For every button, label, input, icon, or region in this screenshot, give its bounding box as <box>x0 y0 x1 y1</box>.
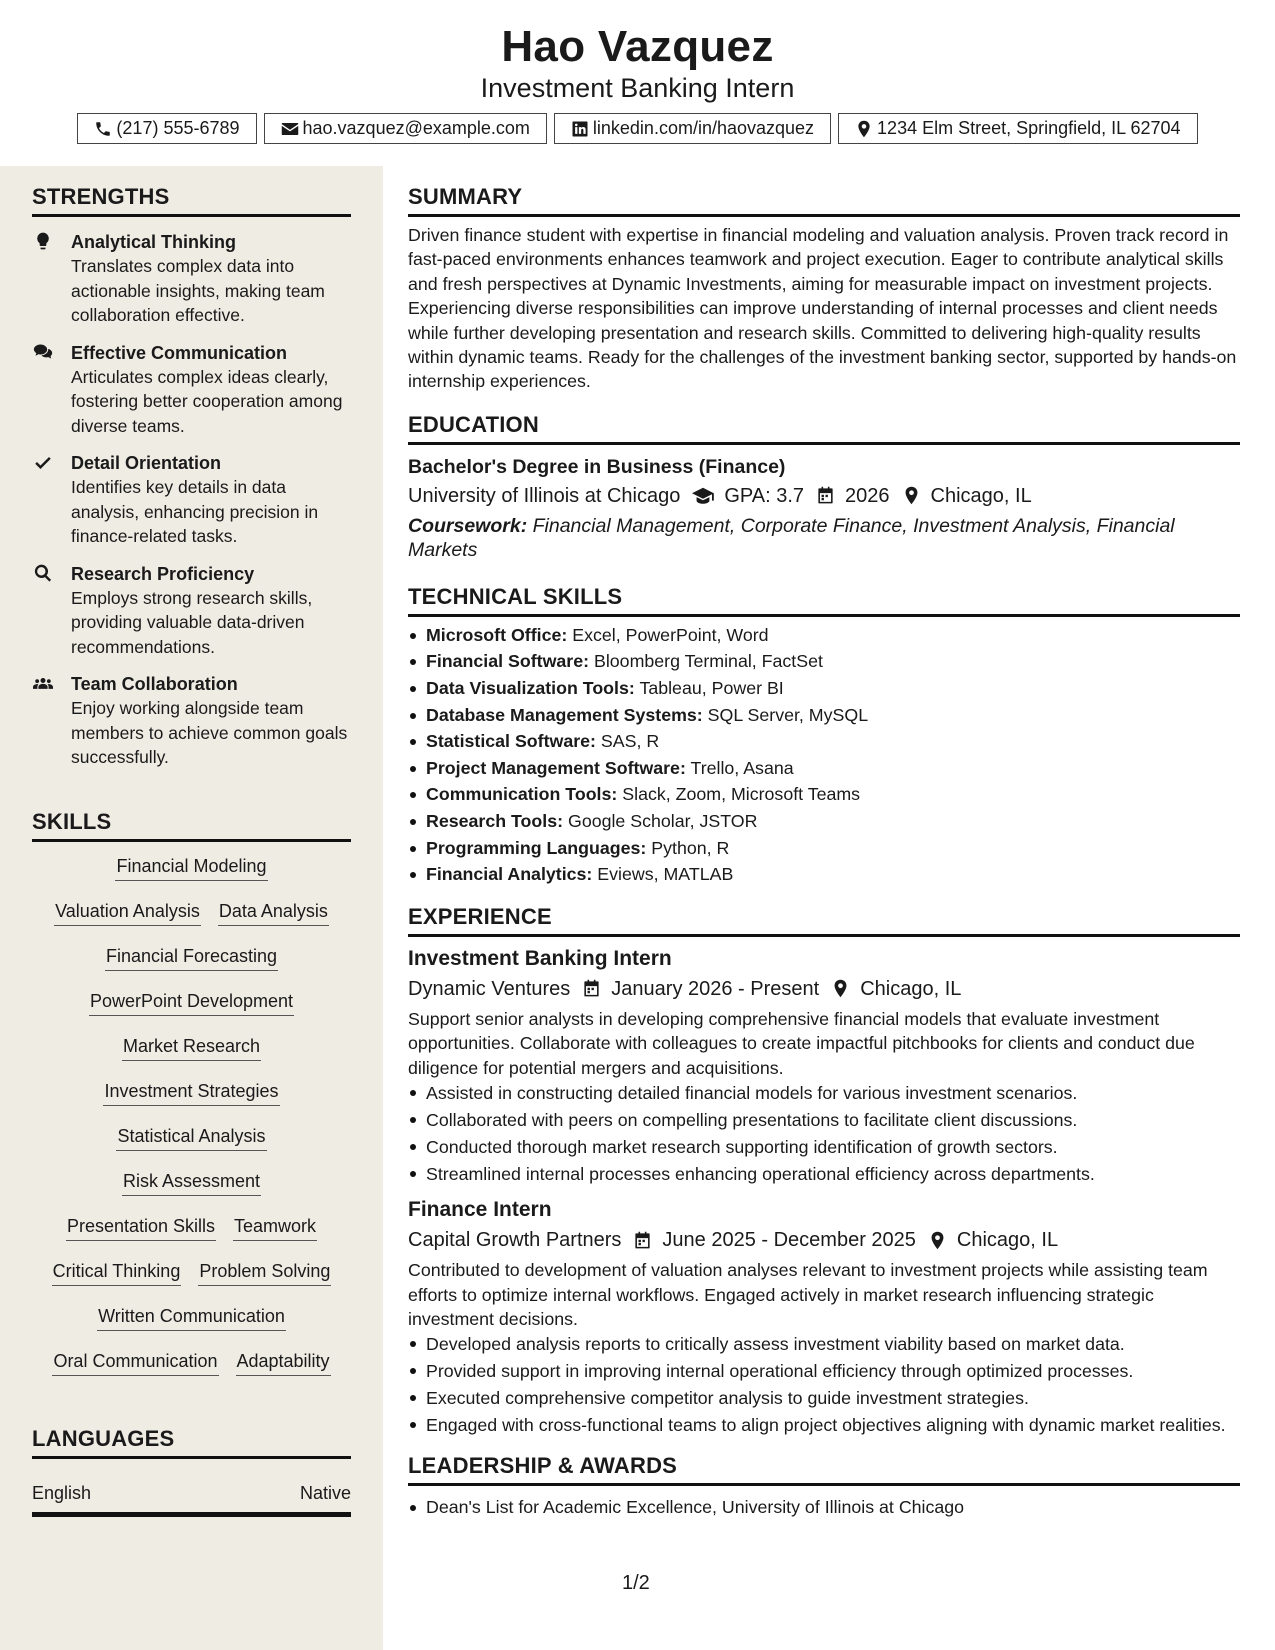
calendar-icon <box>582 979 601 998</box>
skill-row <box>32 987 351 1032</box>
strength-item <box>32 562 351 660</box>
contact-phone-text: (217) 555-6789 <box>116 118 240 138</box>
skill-row <box>32 1122 351 1167</box>
job-dates: January 2026 - Present <box>611 977 820 1000</box>
map-pin-icon <box>902 486 921 505</box>
education-heading: EDUCATION <box>408 412 1240 445</box>
calendar-icon <box>816 486 835 505</box>
skill-tag: Financial Modeling <box>115 852 267 881</box>
job-meta <box>408 1225 1240 1255</box>
skill-tag: Financial Forecasting <box>105 942 278 971</box>
strength-item <box>32 341 351 439</box>
checkmark-icon <box>32 452 54 472</box>
skill-tag: Oral Communication <box>52 1347 218 1376</box>
skill-category: Data Visualization Tools: <box>426 678 635 699</box>
experience-section <box>408 904 1240 1438</box>
team-icon <box>32 673 54 693</box>
skill-values: Bloomberg Terminal, FactSet <box>593 651 823 672</box>
skill-row <box>32 1032 351 1077</box>
job-bullet: Executed comprehensive competitor analysis to guide investment strategies. <box>408 1386 1240 1410</box>
strength-desc: Identifies key details in data analysis, enhancing precision in finance-related tasks. <box>71 477 319 546</box>
skill-values: SQL Server, MySQL <box>707 704 869 725</box>
skill-values: Slack, Zoom, Microsoft Teams <box>622 784 861 805</box>
education-meta <box>408 481 1240 511</box>
skill-values: Excel, PowerPoint, Word <box>572 624 769 645</box>
candidate-name: Hao Vazquez <box>501 22 774 71</box>
skill-row <box>32 1302 351 1347</box>
job-description: Contributed to development of valuation analyses relevant to investment projects while assisting team efforts to optimize internal workflows. Engaged actively in market research influencing strategic investment decisions. <box>408 1260 1208 1329</box>
skill-row <box>32 897 351 942</box>
strength-title: Team Collaboration <box>71 674 238 694</box>
job-bullet: Collaborated with peers on compelling presentations to facilitate client discussions. <box>408 1108 1240 1132</box>
skill-values: Google Scholar, JSTOR <box>567 811 758 831</box>
job-bullet: Provided support in improving internal operational efficiency through optimized processes. <box>408 1359 1240 1383</box>
sidebar <box>0 166 383 1650</box>
chat-bubbles-icon <box>32 342 54 362</box>
job-bullets <box>408 1081 1240 1186</box>
technical-skill-item <box>408 675 1240 702</box>
job-title: Finance Intern <box>408 1198 552 1222</box>
language-level: Native <box>299 1483 351 1503</box>
company-name: Capital Growth Partners <box>408 1229 622 1252</box>
languages-section <box>32 1426 351 1517</box>
job-description: Support senior analysts in developing comprehensive financial models that evaluate investment opportunities. Collaborate with colleagues to create impactful pitchbooks for clients and conduct due diligence for potential mergers and acquisitions. <box>408 1008 1195 1078</box>
page-number: 1/2 <box>622 1572 650 1594</box>
skill-row <box>32 1167 351 1212</box>
coursework <box>408 514 1240 563</box>
skill-row <box>32 942 351 987</box>
education-location: Chicago, IL <box>930 484 1032 507</box>
technical-skill-item <box>408 648 1240 675</box>
contact-email-text: hao.vazquez@example.com <box>302 118 530 138</box>
map-pin-icon <box>928 1231 947 1250</box>
job-list <box>408 945 1240 1438</box>
technical-skills-section <box>408 584 1240 888</box>
strengths-heading: STRENGTHS <box>32 184 351 217</box>
skill-tag: Teamwork <box>233 1212 317 1241</box>
skill-tags <box>32 852 351 1392</box>
skill-tag: Statistical Analysis <box>116 1122 266 1151</box>
skill-category: Database Management Systems: <box>426 704 703 725</box>
skill-values: SAS, R <box>600 731 660 752</box>
languages-heading: LANGUAGES <box>32 1426 351 1459</box>
skill-tag: Presentation Skills <box>66 1212 216 1241</box>
strength-title: Effective Communication <box>71 342 288 363</box>
skill-tag: PowerPoint Development <box>89 987 294 1016</box>
contact-email[interactable] <box>264 113 547 144</box>
strength-title: Detail Orientation <box>71 453 222 473</box>
skill-tag: Problem Solving <box>198 1257 331 1286</box>
skill-tag: Critical Thinking <box>52 1257 182 1286</box>
skill-values: Trello, Asana <box>690 757 794 778</box>
language-proficiency-bar <box>32 1512 351 1517</box>
skill-category: Project Management Software: <box>426 757 686 778</box>
leadership-section <box>408 1453 1240 1521</box>
skill-category: Research Tools: <box>426 811 564 831</box>
job-dates: June 2025 - December 2025 <box>662 1229 916 1252</box>
coursework-label: Coursework: <box>408 514 528 537</box>
calendar-icon <box>633 1231 652 1250</box>
job-title: Investment Banking Intern <box>408 946 672 970</box>
job-location: Chicago, IL <box>860 977 962 1000</box>
company-name: Dynamic Ventures <box>408 977 571 1000</box>
contact-phone[interactable] <box>77 113 256 144</box>
coursework-list: Financial Management, Corporate Finance, Investment Analysis, Financial Markets <box>408 514 1175 562</box>
strength-item <box>32 230 351 328</box>
strengths-section <box>32 184 351 770</box>
technical-skill-item <box>408 835 1240 862</box>
graduation-cap-icon <box>692 485 714 507</box>
experience-heading: EXPERIENCE <box>408 904 1240 937</box>
degree-title: Bachelor's Degree in Business (Finance) <box>408 455 786 478</box>
strength-item <box>32 672 351 770</box>
technical-skills-heading: TECHNICAL SKILLS <box>408 584 1240 617</box>
skill-tag: Valuation Analysis <box>54 897 201 926</box>
gpa: GPA: 3.7 <box>724 484 805 507</box>
contact-address[interactable] <box>838 113 1198 144</box>
job-entry <box>408 945 1240 1186</box>
skill-row <box>32 852 351 897</box>
skill-tag: Adaptability <box>236 1347 331 1376</box>
job-meta <box>408 974 1240 1004</box>
job-entry <box>408 1196 1240 1437</box>
strength-desc: Employs strong research skills, providing valuable data-driven recommendations. <box>71 587 313 657</box>
job-bullet: Developed analysis reports to critically assess investment viability based on market data. <box>408 1332 1240 1356</box>
school-name: University of Illinois at Chicago <box>408 484 681 507</box>
skill-tag: Investment Strategies <box>103 1077 279 1106</box>
strength-desc: Translates complex data into actionable insights, making team collaboration effective. <box>71 256 325 325</box>
leadership-list <box>408 1494 1240 1521</box>
skill-category: Communication Tools: <box>426 784 618 805</box>
summary-heading: SUMMARY <box>408 184 1240 217</box>
phone-icon <box>94 120 112 138</box>
language-row <box>32 1481 351 1505</box>
skill-category: Microsoft Office: <box>426 624 568 645</box>
job-bullets <box>408 1332 1240 1437</box>
skill-category: Statistical Software: <box>426 731 596 752</box>
skill-row <box>32 1077 351 1122</box>
job-bullet: Conducted thorough market research supporting identification of growth sectors. <box>408 1135 1240 1159</box>
skill-values: Tableau, Power BI <box>639 678 784 699</box>
skill-values: Eviews, MATLAB <box>597 864 734 885</box>
envelope-icon <box>281 120 299 138</box>
map-pin-icon <box>831 979 850 998</box>
skills-heading: SKILLS <box>32 809 351 842</box>
award-item: Dean's List for Academic Excellence, University of Illinois at Chicago <box>408 1494 1240 1521</box>
strength-title: Analytical Thinking <box>71 232 237 252</box>
contact-linkedin-text: linkedin.com/in/haovazquez <box>592 118 815 138</box>
strength-desc: Enjoy working alongside team members to achieve common goals successfully. <box>71 698 348 767</box>
strength-desc: Articulates complex ideas clearly, fostering better cooperation among diverse teams. <box>71 366 343 436</box>
summary-section <box>408 184 1240 394</box>
search-icon <box>32 563 54 583</box>
strength-title: Research Proficiency <box>71 563 255 584</box>
leadership-heading: LEADERSHIP & AWARDS <box>408 1453 1240 1486</box>
skill-values: Python, R <box>651 837 730 858</box>
candidate-title: Investment Banking Intern <box>480 73 795 103</box>
resume-header <box>0 0 1275 166</box>
main-content <box>408 166 1240 1539</box>
skill-row <box>32 1347 351 1392</box>
lightbulb-icon <box>32 231 54 251</box>
technical-skill-item <box>408 781 1240 808</box>
map-pin-icon <box>855 120 873 138</box>
technical-skill-item <box>408 728 1240 755</box>
technical-skill-item <box>408 755 1240 782</box>
contact-bar <box>0 113 1275 144</box>
contact-address-text: 1234 Elm Street, Springfield, IL 62704 <box>877 118 1181 138</box>
summary-text: Driven finance student with expertise in financial modeling and valuation analysis. Proven track record in fast-paced environments enhances teamwork and project execution. Eager to contribute analytical skills and fresh perspectives at Dynamic Investments, aiming for measurable impact on investment projects. Experiencing diverse responsibilities can improve understanding of internal processes and client needs while further developing presentation and research skills. Committed to delivering high-quality results within dynamic teams. Ready for the challenges of the investment banking sector, supported by hands-on internship experiences. <box>408 225 1237 392</box>
technical-skills-list <box>408 622 1240 888</box>
language-name: English <box>32 1483 92 1503</box>
job-bullet: Engaged with cross-functional teams to align project objectives aligning with dynamic market realities. <box>408 1413 1240 1437</box>
contact-linkedin[interactable] <box>554 113 831 144</box>
skills-section <box>32 809 351 1392</box>
linkedin-icon <box>571 120 589 138</box>
job-bullet: Streamlined internal processes enhancing operational efficiency across departments. <box>408 1162 1240 1186</box>
graduation-year: 2026 <box>845 484 890 507</box>
education-section <box>408 412 1240 563</box>
technical-skill-item <box>408 861 1240 888</box>
strength-item <box>32 451 351 549</box>
technical-skill-item <box>408 622 1240 649</box>
skill-category: Programming Languages: <box>426 837 647 858</box>
skill-tag: Data Analysis <box>218 897 329 926</box>
job-location: Chicago, IL <box>956 1229 1059 1252</box>
technical-skill-item <box>408 808 1240 835</box>
skill-category: Financial Analytics: <box>426 864 593 885</box>
skill-tag: Written Communication <box>97 1302 286 1331</box>
skill-row <box>32 1257 351 1302</box>
skill-row <box>32 1212 351 1257</box>
job-bullet: Assisted in constructing detailed financial models for various investment scenarios. <box>408 1081 1240 1105</box>
skill-category: Financial Software: <box>426 651 590 672</box>
skill-tag: Market Research <box>122 1032 261 1061</box>
skill-tag: Risk Assessment <box>122 1167 261 1196</box>
technical-skill-item <box>408 702 1240 729</box>
